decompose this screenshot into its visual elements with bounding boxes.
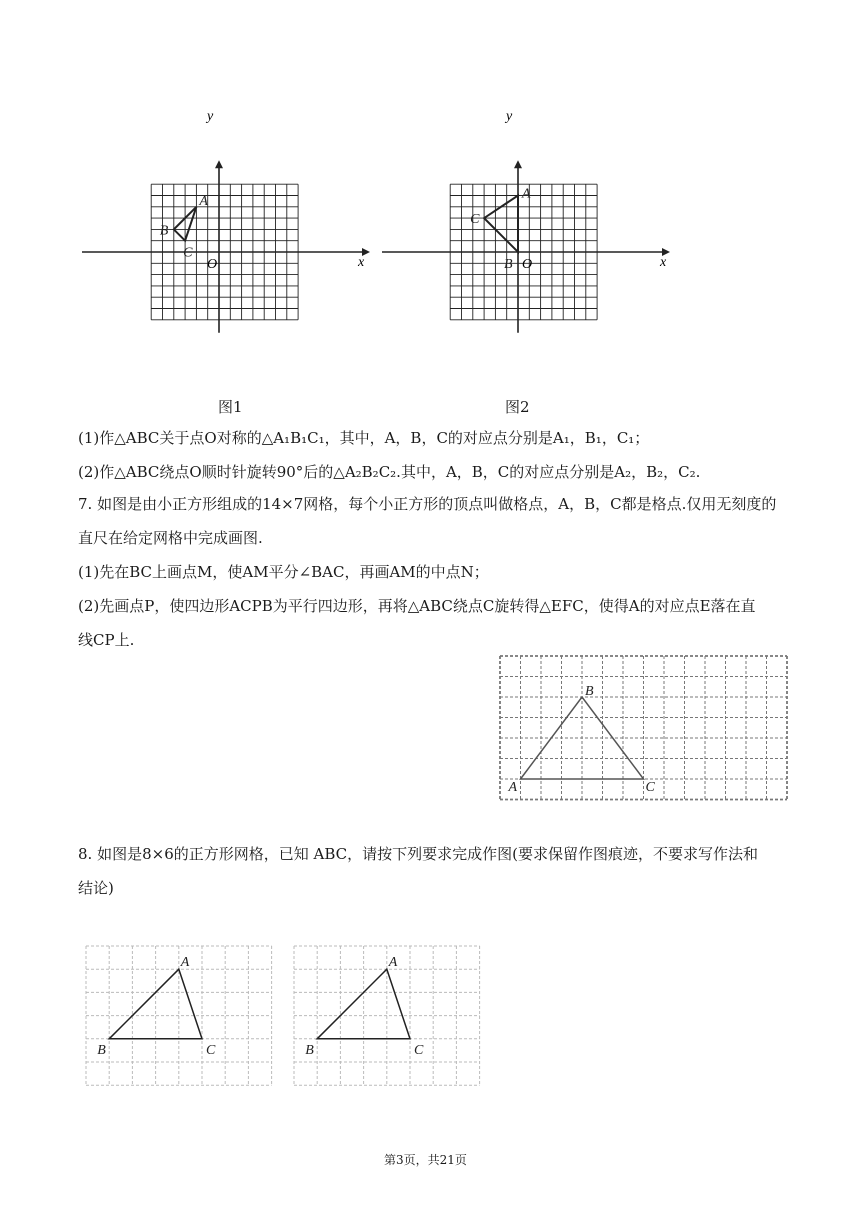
- dashed-grid: [294, 946, 480, 1085]
- vertex-label-b: B: [305, 1042, 314, 1058]
- q8-grid-figure-right: [292, 944, 488, 1090]
- vertex-label-b: B: [97, 1042, 106, 1058]
- y-axis-label: y: [207, 109, 214, 124]
- q8-stem-line-2: 结论): [78, 879, 114, 897]
- q7-part-1: (1)先在BC上画点M，使AM平分∠BAC，再画AM的中点N；: [78, 563, 489, 581]
- triangle-edges: [484, 196, 518, 253]
- vertex-label-a: A: [508, 780, 518, 795]
- y-axis-label: y: [506, 109, 513, 124]
- figure-1-caption: 图1: [218, 398, 243, 416]
- vertex-label-a: A: [388, 955, 398, 971]
- vertex-label-c: C: [645, 780, 655, 795]
- q8-grid-figure-left: [84, 944, 280, 1090]
- vertex-label-a: A: [180, 955, 190, 971]
- y-axis-arrow: [215, 160, 223, 168]
- x-axis-label: x: [660, 255, 667, 270]
- vertex-label-b: B: [585, 684, 594, 699]
- vertex-label-a: A: [199, 193, 208, 209]
- triangle-abc: [508, 684, 656, 795]
- q6-part-2: (2)作△ABC绕点O顺时针旋转90°后的△A₂B₂C₂.其中，A，B，C的对应点分别是A₂，B₂，C₂.: [78, 463, 701, 481]
- figure-2-coordinate-grid: [378, 102, 678, 392]
- vertex-label-b: B: [504, 257, 513, 272]
- dashed-grid: [86, 946, 272, 1085]
- q6-part-1: (1)作△ABC关于点O对称的△A₁B₁C₁，其中，A，B，C的对应点分别是A₁，B₁，C₁；: [78, 429, 650, 447]
- q7-part-2-line-1: (2)先画点P，使四边形ACPB为平行四边形，再将△ABC绕点C旋转得△EFC，使得A的对应点E落在直: [78, 597, 756, 615]
- x-axis-label: x: [358, 255, 365, 270]
- origin-label: O: [207, 257, 218, 272]
- q7-dashed-grid-figure: [496, 652, 792, 804]
- q8-stem-line-1: 8. 如图是8×6的正方形网格，已知 ABC，请按下列要求完成作图(要求保留作图痕迹，不要求写作法和: [78, 845, 758, 863]
- vertex-label-b: B: [159, 223, 169, 239]
- triangle-abc: [160, 194, 209, 261]
- page-footer: 第3页，共21页: [384, 1153, 467, 1167]
- vertex-label-c: C: [183, 245, 193, 261]
- q7-stem-line-1: 7. 如图是由小正方形组成的14×7网格，每个小正方形的顶点叫做格点，A，B，C都是格点.仅用无刻度的: [78, 495, 777, 513]
- vertex-label-c: C: [414, 1042, 424, 1058]
- triangle-abc: [97, 955, 216, 1058]
- triangle-abc: [305, 955, 424, 1058]
- q7-part-2-line-2: 线CP上.: [78, 631, 135, 649]
- vertex-label-c: C: [470, 212, 480, 228]
- q7-stem-line-2: 直尺在给定网格中完成画图.: [78, 529, 263, 547]
- figure-2-caption: 图2: [505, 398, 530, 416]
- vertex-label-a: A: [522, 186, 531, 202]
- vertex-label-c: C: [206, 1042, 216, 1058]
- axes: [82, 160, 370, 333]
- y-axis-arrow: [514, 160, 522, 168]
- figure-1-coordinate-grid: [78, 102, 378, 392]
- origin-label: O: [522, 257, 533, 272]
